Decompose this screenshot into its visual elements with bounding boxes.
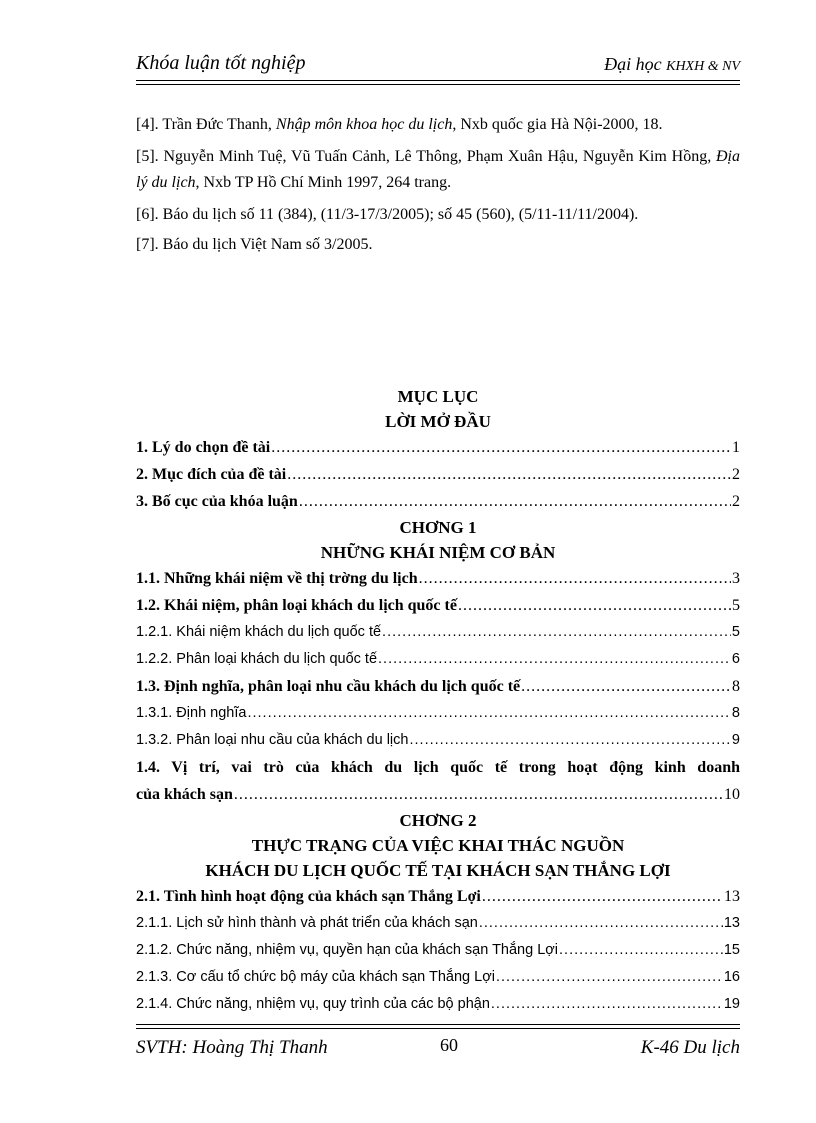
toc-entry[interactable]: 2.1.3. Cơ cấu tổ chức bộ máy của khách sạn Thắng Lợi ..... 16 [136, 964, 740, 991]
page-number: 60 [440, 1035, 458, 1055]
header-left-title: Khóa luận tốt nghiệp [136, 52, 306, 74]
toc-entry[interactable]: 1.2. Khái niệm, phân loại khách du lịch quốc tế ..... 5 [136, 592, 740, 619]
footer-class: K-46 Du lịch [640, 1037, 740, 1058]
reference-item: [7]. Báo du lịch Việt Nam số 3/2005. [136, 236, 373, 253]
toc-entry[interactable]: 1.3.2. Phân loại nhu cầu của khách du lịch ..... 9 [136, 727, 740, 754]
chapter-1-title: NHỮNG KHÁI NIỆM CƠ BẢN [320, 543, 556, 562]
header-rule-top [136, 80, 740, 81]
toc-entry[interactable]: 2. Mục đích của đề tài ..... 2 [136, 461, 740, 488]
chapter-1-label: CHƠNG 1 [399, 518, 477, 537]
toc-entry[interactable]: 2.1. Tình hình hoạt động của khách sạn Thắng Lợi ..... 13 [136, 883, 740, 910]
reference-item: [4]. Trần Đức Thanh, Nhập môn khoa học du lịch, Nxb quốc gia Hà Nội-2000, 18. [136, 116, 663, 133]
toc-entry-long-line1[interactable]: 1.4. Vị trí, vai trò của khách du lịch quốc tế trong hoạt động kinh doanh [136, 759, 740, 776]
header-rule-bottom [136, 84, 740, 85]
header-right-title [604, 54, 740, 75]
toc-entry[interactable]: 1.2.2. Phân loại khách du lịch quốc tế ..... 6 [136, 646, 740, 673]
chapter-2-title-line1: THỰC TRẠNG CỦA VIỆC KHAI THÁC NGUỒN [251, 836, 625, 855]
header-faculty: KHXH & NV [666, 59, 740, 74]
footer-rule-bottom [136, 1028, 740, 1029]
table-of-contents [136, 384, 740, 1018]
footer-student-name: SVTH: Hoàng Thị Thanh [136, 1037, 328, 1058]
toc-entry[interactable]: 2.1.4. Chức năng, nhiệm vụ, quy trình của các bộ phận ..... 19 [136, 991, 740, 1018]
toc-entry-long-line2[interactable]: của khách sạn ..... 10 [136, 781, 740, 808]
toc-title: MỤC LỤC [397, 387, 479, 406]
reference-item: [5]. Nguyễn Minh Tuệ, Vũ Tuấn Cảnh, Lê Thông, Phạm Xuân Hậu, Nguyễn Kim Hồng, Địa lý du lịch, Nxb TP Hồ Chí Minh 1997, 264 trang. [136, 148, 740, 191]
toc-entry[interactable]: 1.3. Định nghĩa, phân loại nhu cầu khách du lịch quốc tế ..... 8 [136, 673, 740, 700]
toc-entry[interactable]: 1.1. Những khái niệm về thị trờng du lịch ..... 3 [136, 565, 740, 592]
footer-rule-top [136, 1024, 740, 1025]
header-university: Đại học [604, 54, 662, 74]
toc-entry[interactable]: 1. Lý do chọn đề tài ..... 1 [136, 434, 740, 461]
toc-entry[interactable]: 2.1.2. Chức năng, nhiệm vụ, quyền hạn của khách sạn Thắng Lợi ..... 15 [136, 937, 740, 964]
reference-title: Địa lý du lịch [136, 148, 740, 191]
reference-title: Nhập môn khoa học du lịch [275, 116, 453, 133]
chapter-2-label: CHƠNG 2 [399, 811, 477, 830]
toc-entry[interactable]: 2.1.1. Lịch sử hình thành và phát triển của khách sạn ..... 13 [136, 910, 740, 937]
toc-entry[interactable]: 3. Bố cục của khóa luận ..... 2 [136, 488, 740, 515]
chapter-2-title-line2: KHÁCH DU LỊCH QUỐC TẾ TẠI KHÁCH SẠN THẮNG LỢI [205, 861, 671, 880]
references-list [136, 112, 740, 264]
toc-entry[interactable]: 1.2.1. Khái niệm khách du lịch quốc tế ..... 5 [136, 619, 740, 646]
toc-entry[interactable]: 1.3.1. Định nghĩa ..... 8 [136, 700, 740, 727]
reference-item: [6]. Báo du lịch số 11 (384), (11/3-17/3/2005); số 45 (560), (5/11-11/11/2004). [136, 206, 639, 223]
toc-intro-heading: LỜI MỞ ĐẦU [385, 412, 491, 431]
